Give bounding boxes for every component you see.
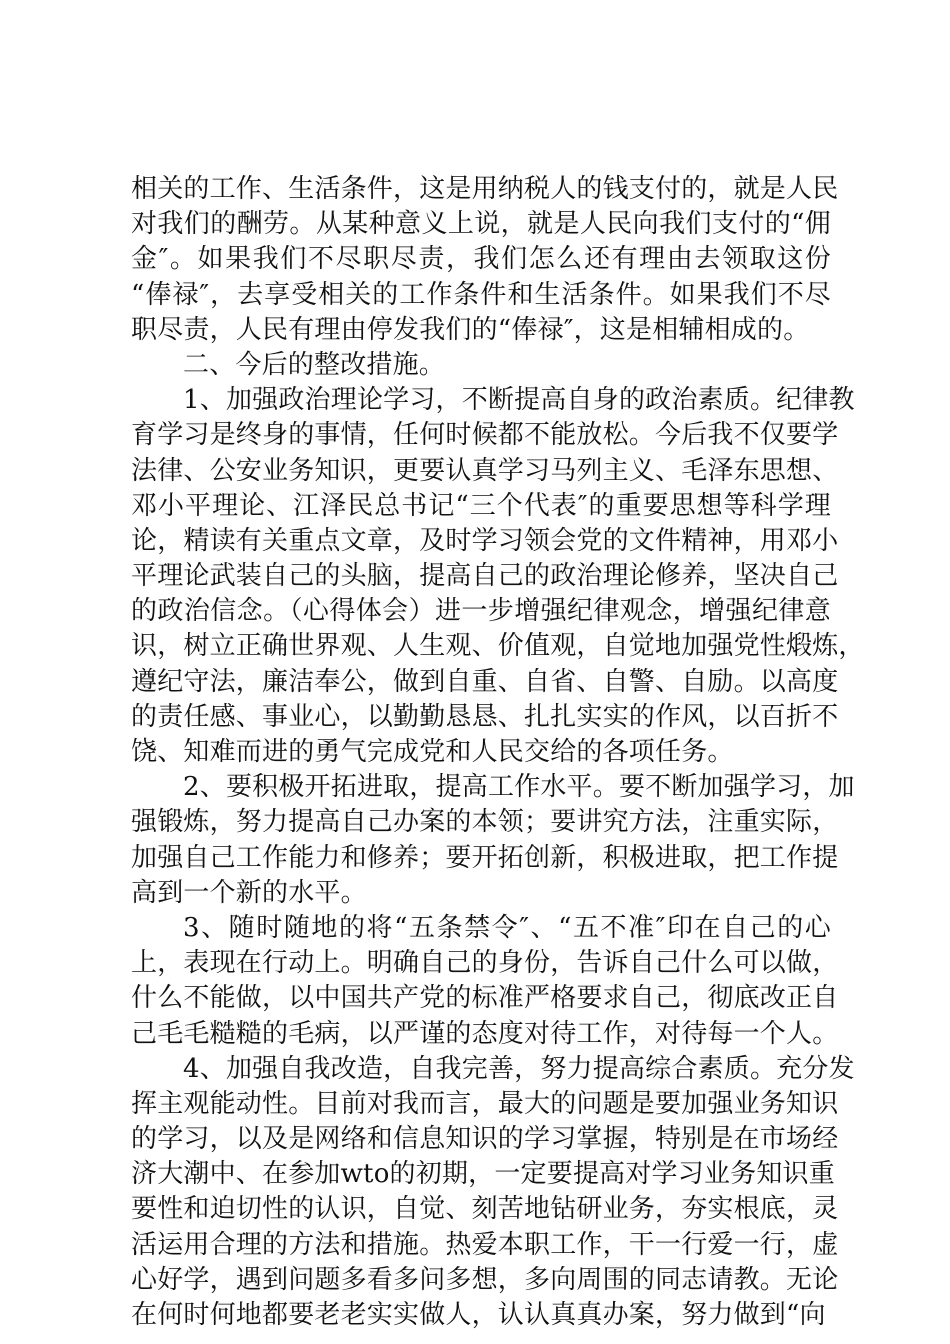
text-line: 相关的工作、生活条件，这是用纳税人的钱支付的，就是人民 [131,174,839,204]
text-line: 遵纪守法，廉洁奉公，做到自重、自省、自警、自励。以高度 [131,666,839,697]
text-line: 职尽责，人民有理由停发我们的“俸禄″，这是相辅相成的。 [131,314,810,345]
text-line: 要性和迫切性的认识，自觉、刻苦地钻研业务，夯实根底，灵 [131,1194,839,1225]
text-line: 二、今后的整改措施。 [183,349,446,380]
text-line: 在何时何地都要老老实实做人，认认真真办案，努力做到“向 [131,1300,826,1330]
text-line: 法律、公安业务知识，更要认真学习马列主义、毛泽东思想、 [131,455,839,486]
text-line: 高到一个新的水平。 [131,877,367,908]
text-line: 1、加强政治理论学习，不断提高自身的政治素质。纪律教 [183,385,855,416]
text-line: 邓小平理论、江泽民总书记“三个代表″的重要思想等科学理 [131,490,831,521]
text-line: 什么不能做，以中国共产党的标准严格要求自己，彻底改正自 [131,983,839,1014]
document-body-text [131,172,865,1333]
text-line: 饶、知难而进的勇气完成党和人民交给的各项任务。 [131,737,734,767]
text-line: 2、要积极开拓进取，提高工作水平。要不断加强学习，加 [183,772,855,803]
text-line: 加强自己工作能力和修养；要开拓创新，积极进取，把工作提 [131,842,839,873]
text-line: 的责任感、事业心，以勤勤恳恳、扎扎实实的作风，以百折不 [131,701,839,732]
text-line: 己毛毛糙糙的毛病，以严谨的态度对待工作，对待每一个人。 [131,1018,839,1049]
text-line: 济大潮中、在参加wto的初期，一定要提高对学习业务知识重 [131,1159,835,1190]
text-line: 育学习是终身的事情，任何时候都不能放松。今后我不仅要学 [131,420,839,451]
text-line: 平理论武装自己的头脑，提高自己的政治理论修养，坚决自己 [131,561,839,592]
text-line: 对我们的酬劳。从某种意义上说，就是人民向我们支付的“佣 [131,209,831,240]
text-line: 的政治信念。（心得体会）进一步增强纪律观念，增强纪律意 [131,596,831,627]
text-line: 识，树立正确世界观、人生观、价值观，自觉地加强党性煅炼， [131,631,865,662]
text-line: “俸禄″，去享受相关的工作条件和生活条件。如果我们不尽 [131,279,831,310]
text-line: 论，精读有关重点文章，及时学习领会党的文件精神，用邓小 [131,525,839,556]
text-line: 3、随时随地的将“五条禁令″、“五不准″印在自己的心 [183,912,831,943]
text-line: 金″。如果我们不尽职尽责，我们怎么还有理由去领取这份 [131,244,831,275]
text-line: 上，表现在行动上。明确自己的身份，告诉自己什么可以做， [131,948,839,979]
text-line: 4、加强自我改造，自我完善，努力提高综合素质。充分发 [183,1053,855,1084]
text-line: 的学习，以及是网络和信息知识的学习掌握，特别是在市场经 [131,1124,839,1155]
text-line: 心好学，遇到问题多看多问多想，多向周围的同志请教。无论 [131,1264,839,1295]
text-line: 挥主观能动性。目前对我而言，最大的问题是要加强业务知识 [131,1088,839,1119]
text-line: 强锻炼，努力提高自己办案的本领；要讲究方法，注重实际， [131,807,839,838]
text-line: 活运用合理的方法和措施。热爱本职工作，干一行爱一行，虚 [131,1229,839,1260]
